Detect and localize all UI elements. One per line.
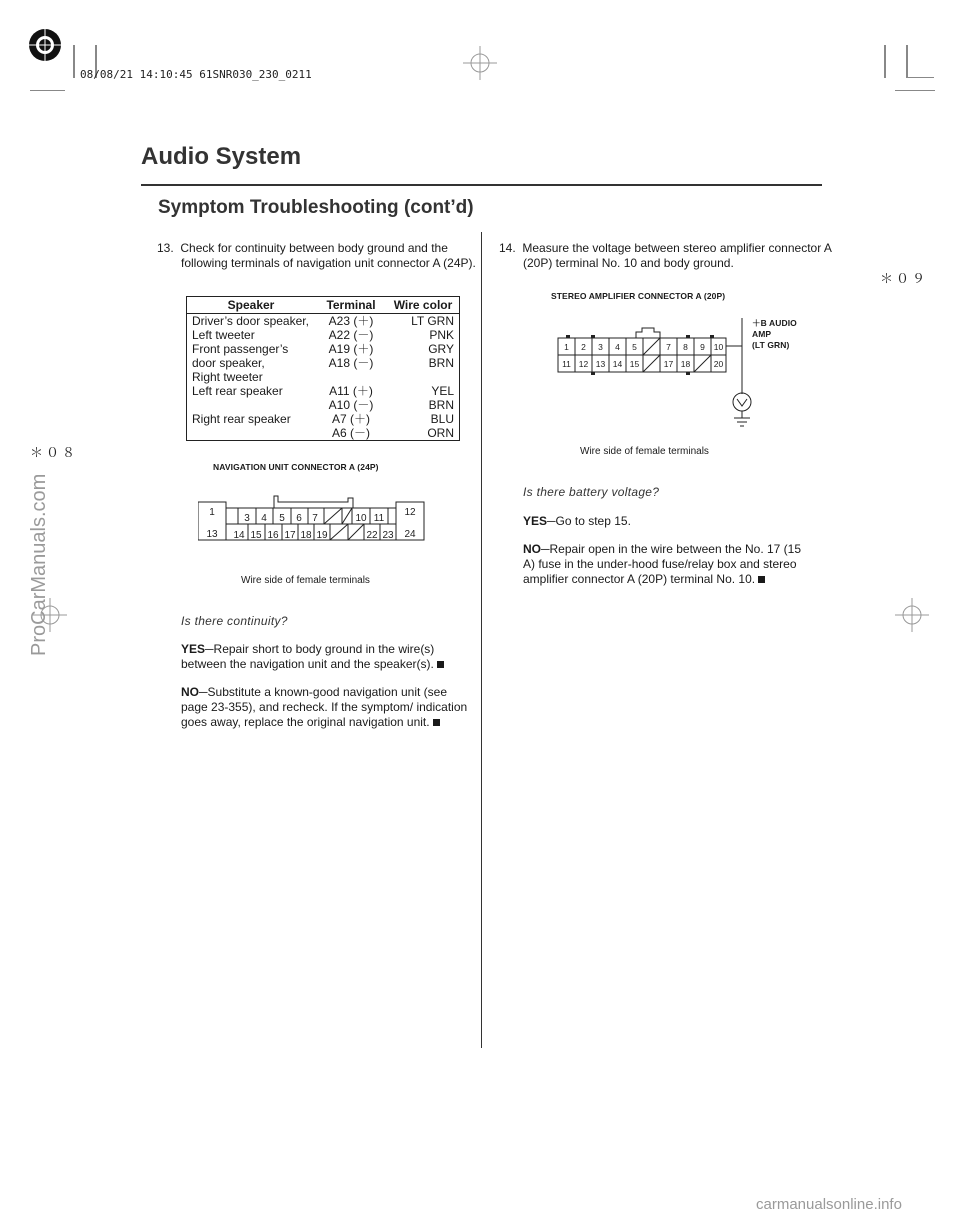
table-row: [187, 328, 460, 342]
table-row: [187, 398, 460, 412]
table-cell-color: ORN: [427, 426, 454, 440]
crop-mark: [884, 45, 886, 78]
table-cell-color: BRN: [428, 356, 454, 370]
table-cell-color: GRY: [428, 342, 454, 356]
table-cell-color: YEL: [431, 384, 454, 398]
connector-cell-divider: [330, 524, 348, 540]
amp-wire-side-caption: Wire side of female terminals: [580, 446, 709, 457]
connector-pin-number: 20: [713, 359, 724, 369]
step-14-no: NO─Repair open in the wire between the No. 17 (15 A) fuse in the under-hood fuse/relay box and stereo amplifier connector A (20P) terminal No. 10.: [523, 542, 802, 586]
connector-pin-number: 15: [629, 359, 640, 369]
connector-pin-number: 13: [206, 529, 218, 540]
connector-cell-divider: [342, 508, 352, 524]
crop-mark: [895, 90, 935, 91]
crosshair-icon: [463, 46, 497, 80]
table-cell-terminal: A19 (＋): [328, 342, 374, 356]
connector-pin-number: 10: [713, 342, 724, 352]
registration-crosshair-right: [895, 598, 929, 637]
step-number: 13.: [157, 241, 174, 255]
connector-cell-divider: [643, 338, 660, 355]
wire-label-line: (LT GRN): [752, 340, 790, 350]
nav-connector-diagram: [198, 492, 430, 550]
connector-pin-number: 17: [284, 530, 296, 541]
connector-pin-number: 11: [373, 513, 385, 524]
wire-label-line: AMP: [752, 329, 772, 339]
amp-connector-label: STEREO AMPLIFIER CONNECTOR A (20P): [551, 291, 726, 301]
connector-pin-number: 11: [562, 359, 571, 369]
connector-pin-number: 15: [250, 530, 262, 541]
yes-text: Go to step 15.: [555, 514, 631, 528]
connector-pin-number: 10: [355, 513, 367, 524]
table-cell-speaker: [187, 426, 316, 441]
table-cell-speaker: Left rear speaker: [192, 384, 283, 398]
connector-pin-number: 19: [316, 530, 328, 541]
connector-pin-number: 9: [700, 342, 705, 352]
side-mark-right: ＊０９: [880, 272, 929, 287]
wire-label: [752, 318, 797, 351]
table-cell-terminal: A22 (－): [328, 328, 374, 342]
connector-pin-number: 17: [663, 359, 674, 369]
table-cell-terminal: A23 (＋): [328, 314, 374, 328]
connector-pin-number: 7: [312, 513, 318, 524]
table-row: [187, 384, 460, 398]
table-cell-terminal: A11 (＋): [329, 384, 373, 398]
registration-crosshair-top: [463, 46, 497, 85]
table-cell-terminal: A7 (＋): [331, 412, 370, 426]
page-title: Audio System: [141, 143, 302, 170]
table-cell-speaker: [187, 398, 316, 412]
crop-mark: [906, 45, 908, 78]
section-title: Symptom Troubleshooting (cont’d): [158, 197, 474, 218]
table-cell-color: BLU: [430, 412, 454, 426]
table-cell-color: BRN: [428, 398, 454, 412]
registration-mark-top-left: [27, 27, 63, 63]
table-cell-color: PNK: [429, 328, 454, 342]
table-cell-speaker: Right rear speaker: [192, 412, 291, 426]
no-text: Repair open in the wire between the No. 17 (15 A) fuse in the under-hood fuse/relay box and stereo amplifier connector A (20P) terminal No. 10.: [523, 542, 802, 586]
table-row: [187, 426, 460, 441]
table-cell-color: LT GRN: [411, 314, 454, 328]
table-row: [187, 314, 460, 329]
connector-pin-number: 4: [261, 513, 267, 524]
crop-mark: [73, 45, 75, 78]
terminal-table: [186, 296, 460, 441]
yes-label: YES: [523, 514, 548, 528]
connector-cell-divider: [694, 355, 711, 372]
connector-pin-number: 4: [615, 342, 620, 352]
step-13: [157, 241, 486, 271]
connector-24p-drawing: [198, 492, 430, 550]
table-row: [187, 412, 460, 426]
nav-wire-side-caption: Wire side of female terminals: [241, 575, 370, 586]
end-mark-icon: [437, 661, 444, 668]
crop-mark: [30, 90, 65, 91]
no-label: NO: [181, 685, 199, 699]
connector-pin-number: 6: [296, 513, 302, 524]
connector-pin-number: 5: [279, 513, 285, 524]
end-mark-icon: [758, 576, 765, 583]
connector-pin-number: 18: [680, 359, 691, 369]
connector-pin-number: 8: [683, 342, 688, 352]
step-13-no: NO─Substitute a known-good navigation unit (see page 23-355), and recheck. If the symptom/ indication goes away, replace the original navigation unit.: [181, 685, 468, 729]
col-header-terminal: Terminal: [315, 297, 387, 314]
table-row: [187, 342, 460, 356]
connector-20p-drawing: [556, 314, 766, 434]
amp-connector-diagram: [556, 314, 766, 434]
table-cell-terminal: [315, 370, 387, 384]
end-mark-icon: [433, 719, 440, 726]
no-text: Substitute a known-good navigation unit (see page 23-355), and recheck. If the symptom/ indication goes away, replace the original navigation unit.: [181, 685, 468, 729]
col-header-speaker: Speaker: [187, 297, 316, 314]
connector-pin-number: 24: [404, 529, 416, 540]
step-14: [499, 241, 843, 271]
yes-label: YES: [181, 642, 206, 656]
table-cell-speaker: Right tweeter: [192, 370, 263, 384]
connector-cell-divider: [643, 355, 660, 372]
registration-target-icon: [27, 27, 63, 63]
table-row: [187, 370, 460, 384]
connector-pin-number: 13: [595, 359, 606, 369]
connector-pin-number: 16: [267, 530, 279, 541]
no-label: NO: [523, 542, 541, 556]
connector-pin-number: 14: [233, 530, 245, 541]
watermark-left: ProCarManuals.com: [28, 473, 50, 656]
step-13-question: Is there continuity?: [181, 614, 288, 628]
column-divider: [481, 232, 482, 1048]
connector-pin-number: 22: [366, 530, 378, 541]
connector-pin-number: 23: [382, 530, 394, 541]
crosshair-icon: [895, 598, 929, 632]
watermark-bottom: carmanualsonline.info: [756, 1196, 902, 1213]
title-rule: [141, 184, 822, 186]
connector-pin-number: 1: [564, 342, 569, 352]
connector-pin-number: 14: [612, 359, 623, 369]
col-header-wire-color: Wire color: [387, 297, 460, 314]
table-cell-speaker: Front passenger’s: [192, 342, 289, 356]
connector-pin-number: 12: [578, 359, 589, 369]
side-mark-left: ＊０８: [30, 446, 79, 461]
table-cell-terminal: A6 (－): [331, 426, 370, 440]
connector-pin-number: 1: [209, 507, 215, 518]
table-cell-color: [387, 370, 460, 384]
step-number: 14.: [499, 241, 516, 255]
connector-pin-number: 3: [598, 342, 603, 352]
yes-text: Repair short to body ground in the wire(s) between the navigation unit and the speaker(s).: [181, 642, 435, 671]
connector-pin-number: 12: [404, 507, 416, 518]
speaker-terminal-table: [186, 296, 460, 441]
connector-pin-number: 2: [581, 342, 586, 352]
table-cell-speaker: door speaker,: [192, 356, 265, 370]
table-cell-speaker: Left tweeter: [192, 328, 255, 342]
table-cell-terminal: A10 (－): [328, 398, 374, 412]
print-stamp: 08/08/21 14:10:45 61SNR030_230_0211: [80, 68, 312, 81]
crop-mark: [906, 77, 934, 78]
wire-label-line: ＋B AUDIO: [752, 318, 797, 328]
table-row: [187, 356, 460, 370]
connector-pin-number: 5: [632, 342, 637, 352]
table-cell-speaker: Driver’s door speaker,: [192, 314, 309, 328]
connector-pin-number: 3: [244, 513, 250, 524]
connector-cell-divider: [324, 508, 342, 524]
step-14-yes: YES─Go to step 15.: [523, 514, 631, 528]
step-14-question: Is there battery voltage?: [523, 485, 660, 499]
connector-cell-divider: [348, 524, 364, 540]
table-cell-terminal: A18 (－): [328, 356, 374, 370]
connector-pin-number: 7: [666, 342, 671, 352]
step-text: Check for continuity between body ground and the following terminals of navigation unit connector A (24P).: [180, 241, 476, 270]
nav-connector-label: NAVIGATION UNIT CONNECTOR A (24P): [213, 462, 379, 472]
step-text: Measure the voltage between stereo amplifier connector A (20P) terminal No. 10 and body ground.: [522, 241, 832, 270]
connector-pin-number: 18: [300, 530, 312, 541]
step-13-yes: YES─Repair short to body ground in the wire(s) between the navigation unit and the speaker(s).: [181, 642, 471, 672]
